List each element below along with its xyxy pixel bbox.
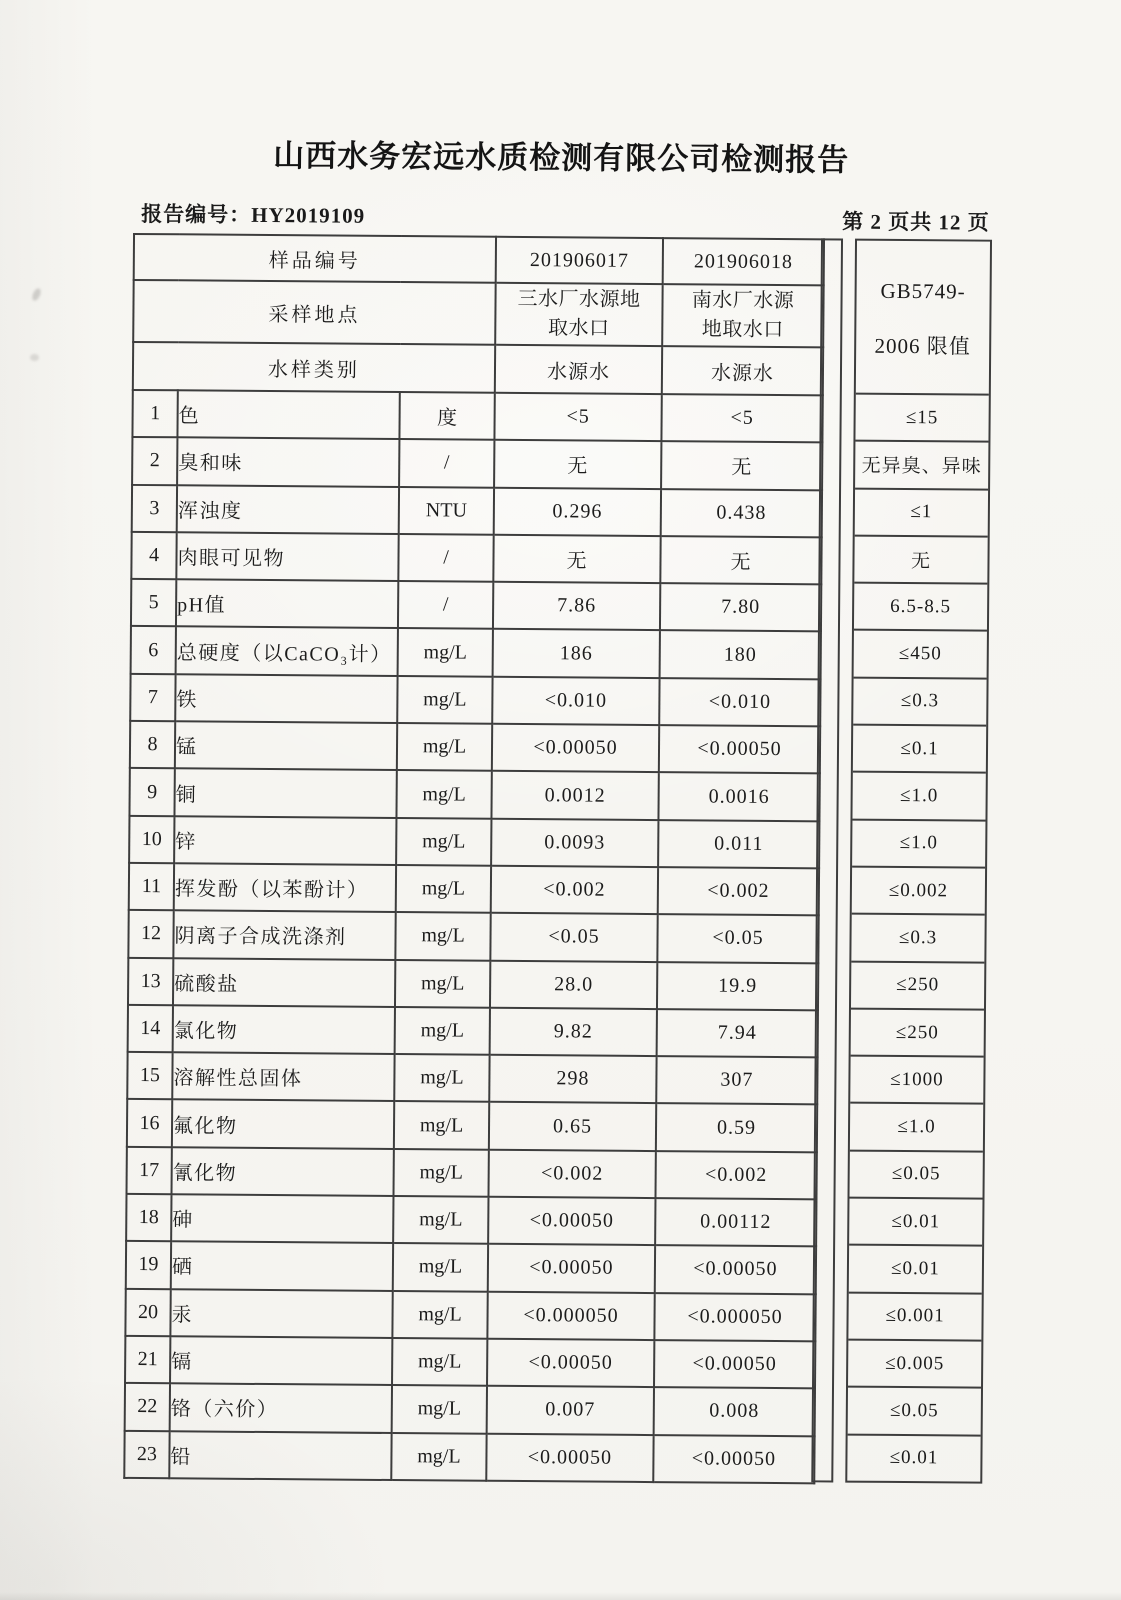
parameter-unit: mg/L xyxy=(392,1385,487,1433)
parameter-unit: 度 xyxy=(399,392,494,440)
parameter-name: 锌 xyxy=(174,816,396,865)
sample2-value: 307 xyxy=(656,1056,817,1105)
parameter-unit: mg/L xyxy=(394,1101,489,1149)
limit-value: 无 xyxy=(854,535,987,583)
table-row xyxy=(127,1099,817,1152)
limit-value: ≤0.1 xyxy=(853,724,986,772)
parameter-name: 铜 xyxy=(174,769,396,818)
report-number-label: 报告编号： xyxy=(141,202,252,227)
parameter-unit: NTU xyxy=(399,487,494,535)
header-row-sample-type xyxy=(133,342,823,395)
limit-value: ≤0.002 xyxy=(852,866,985,914)
location-label: 采样地点 xyxy=(133,280,495,345)
parameter-unit: mg/L xyxy=(393,1149,488,1197)
sample2-value: <0.002 xyxy=(658,867,819,916)
row-number: 13 xyxy=(128,957,173,1005)
row-number: 15 xyxy=(127,1052,172,1100)
parameter-unit: mg/L xyxy=(395,960,490,1008)
table-row xyxy=(129,816,819,869)
parameter-unit: mg/L xyxy=(398,629,493,677)
limit-value: ≤0.01 xyxy=(849,1197,982,1245)
sample2-value: <0.00050 xyxy=(653,1435,814,1484)
sample1-value: <0.010 xyxy=(492,677,659,726)
sample-no-label: 样品编号 xyxy=(134,234,496,283)
sample-no-1: 201906017 xyxy=(496,237,663,284)
table-row xyxy=(131,626,821,679)
page-indicator: 第 2 页共 12 页 xyxy=(842,209,990,235)
parameter-name: 溶解性总固体 xyxy=(172,1052,394,1101)
row-number: 22 xyxy=(125,1383,170,1431)
parameter-unit: mg/L xyxy=(395,1007,490,1055)
row-number: 3 xyxy=(132,485,177,533)
sample1-value: 无 xyxy=(493,535,660,584)
parameter-name: 铬（六价） xyxy=(170,1384,392,1433)
table-row xyxy=(128,957,818,1010)
row-number: 9 xyxy=(129,768,174,816)
sample2-value: 0.59 xyxy=(656,1104,817,1153)
sample2-value: <0.000050 xyxy=(654,1293,815,1342)
row-number: 18 xyxy=(126,1194,171,1242)
limit-value: ≤1000 xyxy=(850,1055,983,1103)
sample2-value: 0.0016 xyxy=(658,772,819,821)
parameter-name: 臭和味 xyxy=(177,438,399,487)
limit-value: ≤1.0 xyxy=(852,771,985,819)
table-row xyxy=(126,1194,816,1247)
parameter-name: 硒 xyxy=(171,1242,393,1291)
header-row-sample-no xyxy=(134,234,824,285)
location-1: 三水厂水源地取水口 xyxy=(495,283,662,346)
limit-value: ≤250 xyxy=(851,1007,984,1055)
parameter-unit: mg/L xyxy=(394,1054,489,1102)
parameter-unit: mg/L xyxy=(393,1243,488,1291)
parameter-unit: mg/L xyxy=(396,865,491,913)
sample1-value: <0.002 xyxy=(491,866,658,915)
sample2-value: 7.80 xyxy=(660,583,821,632)
table-row xyxy=(127,1147,817,1200)
parameter-unit: / xyxy=(398,581,493,629)
row-number: 11 xyxy=(129,863,174,911)
limit-value: ≤1.0 xyxy=(852,818,985,866)
limit-value: ≤450 xyxy=(854,629,987,677)
parameter-unit: mg/L xyxy=(391,1433,486,1481)
limit-value: ≤0.01 xyxy=(847,1433,980,1481)
sample1-value: 7.86 xyxy=(493,582,660,631)
parameter-name: 砷 xyxy=(171,1194,393,1243)
report-number xyxy=(141,198,365,230)
table-row xyxy=(126,1241,816,1294)
row-number: 23 xyxy=(124,1430,169,1478)
sample-type-2: 水源水 xyxy=(662,346,823,395)
row-number: 5 xyxy=(131,579,176,627)
parameter-name: 汞 xyxy=(170,1289,392,1338)
sample2-value: 0.008 xyxy=(654,1387,815,1436)
sample2-value: <0.00050 xyxy=(659,725,820,774)
sample2-value: 无 xyxy=(660,536,821,585)
table-row xyxy=(132,485,822,538)
parameter-name: 硫酸盐 xyxy=(173,958,395,1007)
limit-value: ≤0.3 xyxy=(853,676,986,724)
sample1-value: <0.002 xyxy=(489,1150,656,1199)
sample2-value: 19.9 xyxy=(657,962,818,1011)
parameter-unit: / xyxy=(398,534,493,582)
sample1-value: <0.05 xyxy=(490,913,657,962)
sample1-value: 0.0093 xyxy=(491,818,658,867)
row-number: 1 xyxy=(132,390,177,438)
table-row xyxy=(125,1383,815,1436)
parameter-unit: mg/L xyxy=(397,723,492,771)
table-row xyxy=(129,768,819,821)
table-row xyxy=(127,1052,817,1105)
parameter-name: pH值 xyxy=(176,579,398,628)
limit-value: 无异臭、异味 xyxy=(855,440,988,488)
table-row xyxy=(124,1430,814,1483)
sample1-value: <0.00050 xyxy=(486,1433,653,1482)
limit-value: ≤0.3 xyxy=(851,913,984,961)
row-number: 10 xyxy=(129,816,174,864)
sample2-value: <5 xyxy=(661,394,822,443)
table-row xyxy=(132,437,822,490)
row-number: 6 xyxy=(131,626,176,674)
table-row xyxy=(125,1336,815,1389)
row-number: 20 xyxy=(125,1289,170,1337)
sample1-value: 0.0012 xyxy=(491,771,658,820)
limit-value: ≤1.0 xyxy=(850,1102,983,1150)
sample2-value: 180 xyxy=(660,631,821,680)
parameter-unit: mg/L xyxy=(393,1196,488,1244)
limit-value: ≤0.05 xyxy=(850,1149,983,1197)
sample1-value: 无 xyxy=(494,440,661,489)
sample2-value: <0.05 xyxy=(657,914,818,963)
sample-type-label: 水样类别 xyxy=(133,342,495,393)
sample1-value: 186 xyxy=(493,629,660,678)
parameter-name: 挥发酚（以苯酚计） xyxy=(174,863,396,912)
sample-no-2: 201906018 xyxy=(663,238,824,285)
parameter-unit: mg/L xyxy=(396,818,491,866)
parameter-name: 氯化物 xyxy=(173,1005,395,1054)
parameter-name: 铅 xyxy=(169,1431,391,1480)
row-number: 21 xyxy=(125,1336,170,1384)
row-number: 14 xyxy=(128,1005,173,1053)
sample2-value: 无 xyxy=(661,441,822,490)
sample2-value: <0.002 xyxy=(656,1151,817,1200)
parameter-name: 镉 xyxy=(170,1336,392,1385)
table-row xyxy=(131,532,821,585)
report-number-value: HY2019109 xyxy=(251,202,366,228)
location-2: 南水厂水源地取水口 xyxy=(662,284,823,347)
parameter-name: 氟化物 xyxy=(172,1100,394,1149)
parameter-name: 浑浊度 xyxy=(177,485,399,534)
parameter-name: 总硬度（以CaCO₃计） xyxy=(176,627,398,676)
row-number: 17 xyxy=(127,1147,172,1195)
limit-column xyxy=(845,239,992,1484)
parameter-unit: mg/L xyxy=(397,676,492,724)
limit-value: ≤0.001 xyxy=(848,1291,981,1339)
sample2-value: 0.011 xyxy=(658,820,819,869)
limit-value: 6.5-8.5 xyxy=(854,582,987,630)
row-number: 16 xyxy=(127,1099,172,1147)
row-number: 2 xyxy=(132,437,177,485)
sample1-value: <0.00050 xyxy=(488,1244,655,1293)
sample2-value: 0.00112 xyxy=(655,1198,816,1247)
header-row-location xyxy=(133,280,823,347)
sample2-value: <0.00050 xyxy=(654,1340,815,1389)
parameter-unit: mg/L xyxy=(392,1291,487,1339)
row-number: 19 xyxy=(126,1241,171,1289)
limit-value: ≤0.01 xyxy=(849,1244,982,1292)
table-row xyxy=(131,579,821,632)
row-number: 8 xyxy=(130,721,175,769)
sample1-value: <0.00050 xyxy=(487,1339,654,1388)
table-row xyxy=(128,910,818,963)
limit-header-line1: GB5749- xyxy=(880,278,966,303)
page-title: 山西水务宏远水质检测有限公司检测报告 xyxy=(273,138,850,178)
sample2-value: <0.010 xyxy=(659,678,820,727)
limit-value: ≤250 xyxy=(851,960,984,1008)
table-row xyxy=(130,721,820,774)
parameter-name: 色 xyxy=(177,390,399,439)
sample1-value: 0.296 xyxy=(494,487,661,536)
table-row xyxy=(130,674,820,727)
parameter-name: 铁 xyxy=(175,674,397,723)
limit-column-header xyxy=(856,241,990,394)
row-number: 12 xyxy=(128,910,173,958)
sample1-value: <5 xyxy=(494,393,661,442)
row-number: 7 xyxy=(130,674,175,722)
parameter-unit: / xyxy=(399,439,494,487)
limit-value: ≤0.005 xyxy=(848,1339,981,1387)
parameter-name: 氰化物 xyxy=(172,1147,394,1196)
limit-header-line2: 2006 限值 xyxy=(874,333,971,359)
parameter-name: 肉眼可见物 xyxy=(176,532,398,581)
results-table xyxy=(123,233,825,1484)
row-number: 4 xyxy=(131,532,176,580)
limit-value: ≤1 xyxy=(855,487,988,535)
sample1-value: <0.00050 xyxy=(492,724,659,773)
sample2-value: <0.00050 xyxy=(655,1245,816,1294)
table-row xyxy=(132,390,822,443)
sample1-value: 0.007 xyxy=(487,1386,654,1435)
parameter-unit: mg/L xyxy=(396,770,491,818)
parameter-unit: mg/L xyxy=(392,1338,487,1386)
parameter-name: 锰 xyxy=(175,721,397,770)
sample1-value: 298 xyxy=(489,1055,656,1104)
table-row xyxy=(125,1289,815,1342)
parameter-name: 阴离子合成洗涤剂 xyxy=(173,911,395,960)
sample-type-1: 水源水 xyxy=(495,345,662,394)
table-row xyxy=(128,1005,818,1058)
sample1-value: 9.82 xyxy=(490,1008,657,1057)
sample1-value: <0.00050 xyxy=(488,1197,655,1246)
sample1-value: 28.0 xyxy=(490,960,657,1009)
sample2-value: 7.94 xyxy=(657,1009,818,1058)
sample2-value: 0.438 xyxy=(661,489,822,538)
table-row xyxy=(129,863,819,916)
parameter-unit: mg/L xyxy=(395,912,490,960)
limit-value: ≤0.05 xyxy=(848,1386,981,1434)
sample1-value: <0.000050 xyxy=(487,1291,654,1340)
limit-value: ≤15 xyxy=(855,393,988,441)
sample1-value: 0.65 xyxy=(489,1102,656,1151)
